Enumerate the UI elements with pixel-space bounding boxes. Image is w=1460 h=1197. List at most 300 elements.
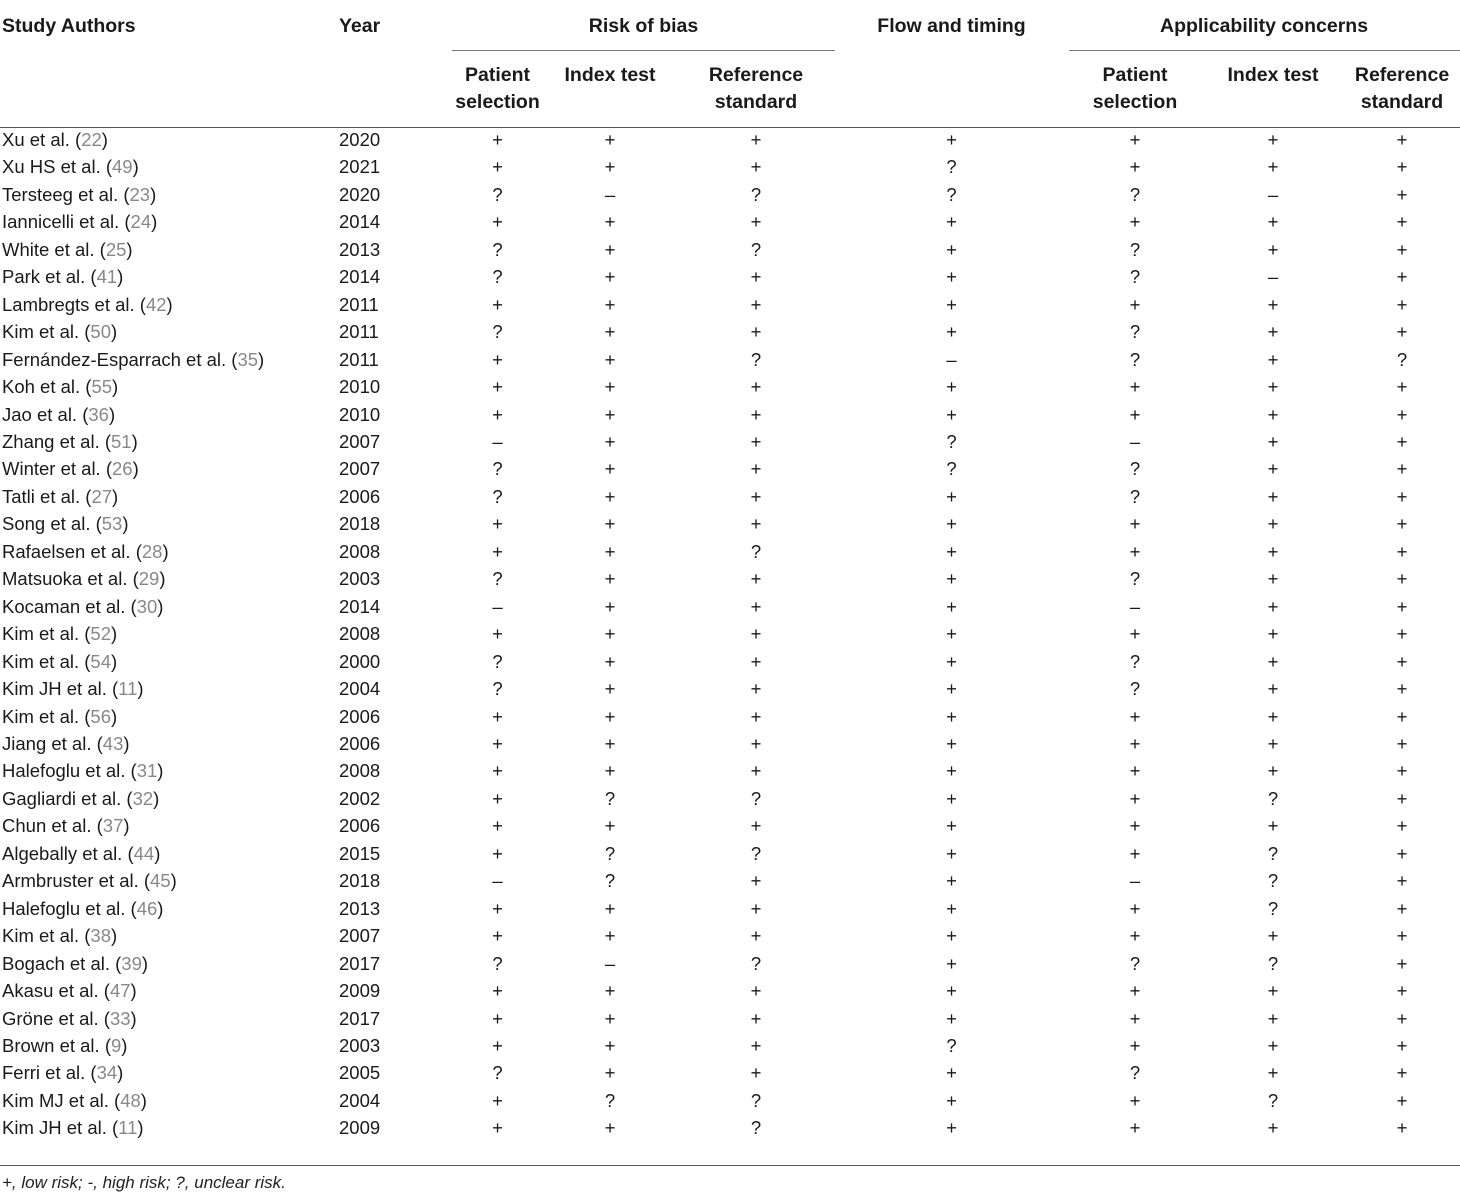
rob-index-test-cell: – [604,183,616,205]
reference-link[interactable]: 30 [136,595,158,617]
rob-patient-selection-cell: ? [492,183,503,205]
flow-and-timing-cell: + [946,293,957,315]
reference-link[interactable]: 41 [96,266,118,288]
year-cell: 2018 [339,513,381,535]
ac-patient-selection-cell: + [1129,540,1141,562]
risk-of-bias-group-rule [452,50,835,51]
year-cell: 2008 [339,760,381,782]
ac-index-test-cell: ? [1267,787,1279,809]
rob-index-test-cell: + [604,376,616,398]
reference-link[interactable]: 11 [118,678,138,700]
ac-index-test-cell: + [1267,238,1279,260]
reference-link[interactable]: 38 [90,925,111,947]
flow-and-timing-cell: + [946,897,957,919]
rob-patient-selection-cell: + [492,376,503,398]
reference-link[interactable]: 11 [118,1117,138,1139]
ac-reference-standard-cell: + [1396,129,1408,150]
table-row [0,1059,1460,1086]
ac-index-test-cell: ? [1267,1089,1279,1111]
reference-link[interactable]: 49 [112,156,133,178]
rob-patient-selection-cell: ? [492,321,503,343]
flow-and-timing-cell: + [946,266,957,288]
rob-reference-standard-cell: + [750,266,762,288]
flow-and-timing-cell: + [946,376,957,398]
rob-patient-selection-cell: + [492,623,503,645]
rob-reference-standard-cell: + [750,568,762,590]
year-cell: 2006 [339,732,381,754]
flow-and-timing-cell: + [946,732,957,754]
table-row [0,675,1460,702]
ac-index-test-cell: – [1267,183,1279,205]
author-name: Zhang et al. ( [2,430,112,452]
year-cell: 2006 [339,815,381,837]
table-row [0,181,1460,208]
ac-index-test-cell: + [1267,211,1279,233]
author-name: Akasu et al. ( [2,980,110,1002]
table-row [0,1114,1460,1141]
flow-and-timing-cell: + [946,321,957,343]
rob-index-test-cell: + [604,156,616,178]
table-row [0,346,1460,373]
rob-index-test-cell: + [604,458,616,480]
rob-index-test-cell: + [604,1062,616,1084]
rob-reference-standard-cell: + [750,293,762,315]
ac-patient-selection-cell: + [1129,787,1141,809]
study-author-cell: Halefoglu et al. (46) [2,897,164,919]
reference-link[interactable]: 43 [102,732,124,754]
table-row [0,153,1460,180]
table-row [0,785,1460,812]
flow-and-timing-cell: + [946,815,957,837]
flow-and-timing-cell: + [946,1117,957,1139]
rob-reference-standard-cell: ? [750,540,762,562]
flow-and-timing-cell: + [946,211,957,233]
header-ac-index-test: Index test [1227,64,1319,86]
reference-link[interactable]: 34 [96,1062,118,1084]
year-cell: 2011 [339,321,379,343]
ac-index-test-cell: + [1267,705,1279,727]
study-author-cell: Algebally et al. (44) [2,842,161,864]
rob-reference-standard-cell: + [750,705,762,727]
author-name: Park et al. ( [2,266,97,288]
year-cell: 2017 [339,1007,381,1029]
rob-patient-selection-cell: + [492,1117,503,1139]
study-author-cell: Kim et al. (56) [2,705,118,727]
study-author-cell: Xu et al. (22) [2,129,108,150]
study-author-cell: Armbruster et al. (45) [2,870,177,892]
ac-index-test-cell: + [1267,129,1279,150]
ac-index-test-cell: + [1267,1117,1279,1139]
table-row [0,703,1460,730]
rob-index-test-cell: + [604,211,616,233]
year-cell: 2008 [339,540,381,562]
study-author-cell: Tersteeg et al. (23) [2,183,157,205]
table-row [0,867,1460,894]
year-cell: 2014 [339,595,381,617]
rob-reference-standard-cell: + [750,376,762,398]
rob-patient-selection-cell: + [492,403,503,425]
author-name: Koh et al. ( [2,376,92,398]
rob-reference-standard-cell: + [750,595,762,617]
reference-link[interactable]: 26 [112,458,133,480]
rob-index-test-cell: + [604,430,616,452]
ac-reference-standard-cell: + [1396,760,1408,782]
ac-reference-standard-cell: + [1396,266,1408,288]
ac-patient-selection-cell: + [1129,513,1141,535]
ac-reference-standard-cell: + [1396,1089,1408,1111]
rob-patient-selection-cell: ? [492,1062,503,1084]
year-cell: 2020 [339,183,381,205]
ac-reference-standard-cell: + [1396,897,1408,919]
rob-reference-standard-cell: + [750,897,762,919]
reference-link[interactable]: 55 [91,376,113,398]
rob-patient-selection-cell: + [492,787,503,809]
flow-and-timing-cell: + [946,238,957,260]
study-author-cell: Kim JH et al. (11) [2,1117,144,1139]
rob-index-test-cell: + [604,1034,616,1056]
flow-and-timing-cell: + [946,595,957,617]
year-cell: 2007 [339,458,381,480]
rob-patient-selection-cell: + [492,348,503,370]
year-cell: 2004 [339,1089,381,1111]
rob-index-test-cell: + [604,348,616,370]
year-cell: 2009 [339,1117,381,1139]
study-author-cell: Gröne et al. (33) [2,1007,137,1029]
table-row [0,593,1460,620]
rob-index-test-cell: + [604,678,616,700]
ac-index-test-cell: + [1267,403,1279,425]
rob-reference-standard-cell: + [750,403,762,425]
flow-and-timing-cell: + [946,842,957,864]
ac-patient-selection-cell: ? [1129,266,1141,288]
ac-reference-standard-cell: + [1396,540,1408,562]
ac-reference-standard-cell: + [1396,238,1408,260]
ac-index-test-cell: + [1267,1062,1279,1084]
rob-reference-standard-cell: + [750,485,762,507]
flow-and-timing-cell: + [946,513,957,535]
study-author-cell: Xu HS et al. (49) [2,156,139,178]
ac-patient-selection-cell: + [1129,1034,1141,1056]
flow-and-timing-cell: + [946,540,957,562]
flow-and-timing-cell: + [946,129,957,150]
year-cell: 2004 [339,678,381,700]
table-header [0,0,1460,126]
reference-link[interactable]: 42 [145,293,167,315]
study-author-cell: Matsuoka et al. (29) [2,568,166,590]
rob-reference-standard-cell: + [750,1034,762,1056]
study-author-cell: Halefoglu et al. (31) [2,760,164,782]
table-row [0,730,1460,757]
rob-reference-standard-cell: + [750,650,762,672]
rob-patient-selection-cell: + [492,1034,503,1056]
ac-patient-selection-cell: ? [1129,238,1141,260]
rob-index-test-cell: ? [604,1089,616,1111]
year-cell: 2002 [339,787,381,809]
ac-reference-standard-cell: + [1396,815,1408,837]
author-name: Kim et al. ( [2,321,91,343]
year-cell: 2020 [339,129,381,150]
ac-patient-selection-cell: + [1129,897,1141,919]
ac-reference-standard-cell: + [1396,513,1408,535]
applicability-group-rule [1069,50,1460,51]
header-risk-of-bias: Risk of bias [588,15,699,37]
ac-reference-standard-cell: + [1396,650,1408,672]
rob-patient-selection-cell: ? [492,485,503,507]
reference-link[interactable]: 45 [150,870,171,892]
reference-link[interactable]: 32 [132,787,154,809]
reference-link[interactable]: 52 [90,623,111,645]
table-row [0,236,1460,263]
ac-reference-standard-cell: + [1396,293,1408,315]
ac-patient-selection-cell: + [1129,925,1141,947]
table-row [0,538,1460,565]
reference-link[interactable]: 22 [81,129,102,150]
rob-index-test-cell: + [604,1117,616,1139]
rob-patient-selection-cell: + [492,760,503,782]
rob-reference-standard-cell: + [750,870,762,892]
table-bottom-rule [0,1165,1460,1166]
reference-link[interactable]: 51 [111,430,132,452]
reference-link[interactable]: 27 [91,485,113,507]
table-row [0,950,1460,977]
ac-patient-selection-cell: ? [1129,458,1141,480]
ac-index-test-cell: + [1267,925,1279,947]
table-row [0,565,1460,592]
table-row [0,1005,1460,1032]
ac-patient-selection-cell: + [1129,705,1141,727]
rob-reference-standard-cell: ? [750,842,762,864]
ac-patient-selection-cell: ? [1129,568,1141,590]
rob-reference-standard-cell: ? [750,348,762,370]
rob-patient-selection-cell: + [492,156,503,178]
flow-and-timing-cell: + [946,870,957,892]
author-name: Iannicelli et al. ( [2,211,131,233]
ac-reference-standard-cell: + [1396,842,1408,864]
reference-link[interactable]: 53 [101,513,123,535]
rob-patient-selection-cell: – [492,595,503,617]
table-row [0,126,1460,153]
ac-index-test-cell: + [1267,156,1279,178]
rob-patient-selection-cell: + [492,1007,503,1029]
ac-patient-selection-cell: ? [1129,678,1141,700]
year-cell: 2014 [339,266,381,288]
reference-link[interactable]: 54 [90,650,111,672]
flow-and-timing-cell: + [946,980,957,1002]
rob-reference-standard-cell: ? [750,787,762,809]
author-name: Rafaelsen et al. ( [2,540,142,562]
rob-reference-standard-cell: + [750,430,762,452]
flow-and-timing-cell: ? [946,183,957,205]
ac-index-test-cell: + [1267,650,1279,672]
header-bottom-rule [0,127,1460,128]
author-name: Kim et al. ( [2,650,91,672]
author-name: Bogach et al. ( [2,952,122,974]
ac-reference-standard-cell: + [1396,211,1408,233]
flow-and-timing-cell: + [946,787,957,809]
ac-patient-selection-cell: + [1129,980,1141,1002]
ac-patient-selection-cell: ? [1129,1062,1141,1084]
table-body [0,126,1460,1142]
ac-reference-standard-cell: + [1396,595,1408,617]
reference-link[interactable]: 47 [109,980,131,1002]
rob-reference-standard-cell: + [750,129,762,150]
flow-and-timing-cell: + [946,952,957,974]
study-author-cell: Chun et al. (37) [2,815,130,837]
reference-link[interactable]: 50 [90,321,111,343]
rob-reference-standard-cell: + [750,1007,762,1029]
rob-reference-standard-cell: ? [750,1117,762,1139]
author-name: Xu et al. ( [2,129,82,150]
rob-index-test-cell: + [604,595,616,617]
flow-and-timing-cell: + [946,485,957,507]
table-row [0,1032,1460,1059]
flow-and-timing-cell: + [946,925,957,947]
table-row [0,401,1460,428]
study-author-cell: Fernández-Esparrach et al. (35) [2,348,265,370]
rob-index-test-cell: – [604,952,616,974]
author-name: Kim MJ et al. ( [2,1089,121,1111]
header-rob-patient-selection: Patient selection [455,64,540,113]
rob-reference-standard-cell: + [750,980,762,1002]
rob-index-test-cell: + [604,513,616,535]
ac-index-test-cell: + [1267,760,1279,782]
ac-patient-selection-cell: ? [1129,650,1141,672]
header-year: Year [339,15,381,37]
ac-index-test-cell: ? [1267,897,1279,919]
rob-patient-selection-cell: + [492,815,503,837]
author-name: Kim et al. ( [2,623,91,645]
header-applicability-concerns: Applicability concerns [1159,15,1369,37]
rob-index-test-cell: + [604,925,616,947]
reference-link[interactable]: 23 [129,183,151,205]
rob-index-test-cell: ? [604,787,616,809]
ac-reference-standard-cell: + [1396,568,1408,590]
rob-reference-standard-cell: + [750,732,762,754]
ac-patient-selection-cell: + [1129,1117,1141,1139]
author-name: Ferri et al. ( [2,1062,97,1084]
reference-link[interactable]: 24 [130,211,152,233]
ac-patient-selection-cell: + [1129,376,1141,398]
flow-and-timing-cell: + [946,623,957,645]
year-cell: 2003 [339,1034,381,1056]
ac-patient-selection-cell: – [1129,595,1141,617]
reference-link[interactable]: 9 [111,1034,122,1056]
rob-reference-standard-cell: + [750,815,762,837]
author-name: Armbruster et al. ( [2,870,151,892]
ac-index-test-cell: + [1267,321,1279,343]
table-row [0,1087,1460,1114]
study-author-cell: Bogach et al. (39) [2,952,149,974]
rob-patient-selection-cell: + [492,925,503,947]
ac-reference-standard-cell: + [1396,458,1408,480]
year-cell: 2008 [339,623,381,645]
author-name: Gröne et al. ( [2,1007,110,1029]
ac-patient-selection-cell: + [1129,293,1141,315]
rob-patient-selection-cell: + [492,293,503,315]
rob-reference-standard-cell: + [750,760,762,782]
ac-index-test-cell: + [1267,623,1279,645]
table-row [0,648,1460,675]
rob-index-test-cell: + [604,238,616,260]
reference-link[interactable]: 46 [136,897,158,919]
rob-reference-standard-cell: + [750,458,762,480]
rob-reference-standard-cell: ? [750,1089,762,1111]
reference-link[interactable]: 56 [90,705,111,727]
study-author-cell: Park et al. (41) [2,266,124,288]
reference-link[interactable]: 28 [141,540,163,562]
author-name: Jiang et al. ( [2,732,103,754]
study-author-cell: Kim et al. (52) [2,623,118,645]
author-name: Halefoglu et al. ( [2,760,137,782]
year-cell: 2007 [339,925,381,947]
ac-patient-selection-cell: ? [1129,321,1141,343]
reference-link[interactable]: 35 [237,348,259,370]
rob-index-test-cell: + [604,760,616,782]
reference-link[interactable]: 25 [105,238,127,260]
rob-patient-selection-cell: – [492,870,503,892]
ac-reference-standard-cell: + [1396,870,1408,892]
table-row [0,373,1460,400]
rob-patient-selection-cell: ? [492,458,503,480]
table-row [0,483,1460,510]
author-name: White et al. ( [2,238,106,260]
author-name: Xu HS et al. ( [2,156,113,178]
study-author-cell: Koh et al. (55) [2,376,119,398]
study-author-cell: Ferri et al. (34) [2,1062,124,1084]
year-cell: 2018 [339,870,381,892]
ac-patient-selection-cell: + [1129,211,1141,233]
reference-link[interactable]: 33 [109,1007,131,1029]
rob-reference-standard-cell: ? [750,238,762,260]
table-row [0,291,1460,318]
table-footnote: +, low risk; -, high risk; ?, unclear risk. [2,1173,286,1192]
ac-index-test-cell: + [1267,1007,1279,1029]
table-row [0,620,1460,647]
reference-link[interactable]: 48 [120,1089,141,1111]
rob-index-test-cell: + [604,897,616,919]
study-author-cell: Gagliardi et al. (32) [2,787,160,809]
header-rob-index-test: Index test [564,64,656,86]
year-cell: 2007 [339,430,381,452]
ac-index-test-cell: + [1267,430,1279,452]
rob-patient-selection-cell: + [492,732,503,754]
reference-link[interactable]: 36 [88,403,109,425]
ac-patient-selection-cell: + [1129,1007,1141,1029]
ac-patient-selection-cell: + [1129,815,1141,837]
reference-link[interactable]: 29 [138,568,160,590]
rob-patient-selection-cell: ? [492,266,503,288]
reference-link[interactable]: 44 [133,842,155,864]
reference-link[interactable]: 31 [136,760,158,782]
rob-patient-selection-cell: + [492,842,503,864]
year-cell: 2013 [339,238,381,260]
ac-patient-selection-cell: – [1129,870,1141,892]
ac-index-test-cell: ? [1267,870,1279,892]
table-row [0,757,1460,784]
ac-reference-standard-cell: + [1396,925,1408,947]
ac-reference-standard-cell: + [1396,485,1408,507]
rob-patient-selection-cell: ? [492,650,503,672]
study-author-cell: Akasu et al. (47) [2,980,137,1002]
table-row [0,208,1460,235]
rob-index-test-cell: + [604,815,616,837]
ac-reference-standard-cell: + [1396,787,1408,809]
reference-link[interactable]: 37 [102,815,124,837]
ac-patient-selection-cell: + [1129,156,1141,178]
ac-index-test-cell: + [1267,293,1279,315]
rob-index-test-cell: + [604,623,616,645]
reference-link[interactable]: 39 [121,952,142,974]
